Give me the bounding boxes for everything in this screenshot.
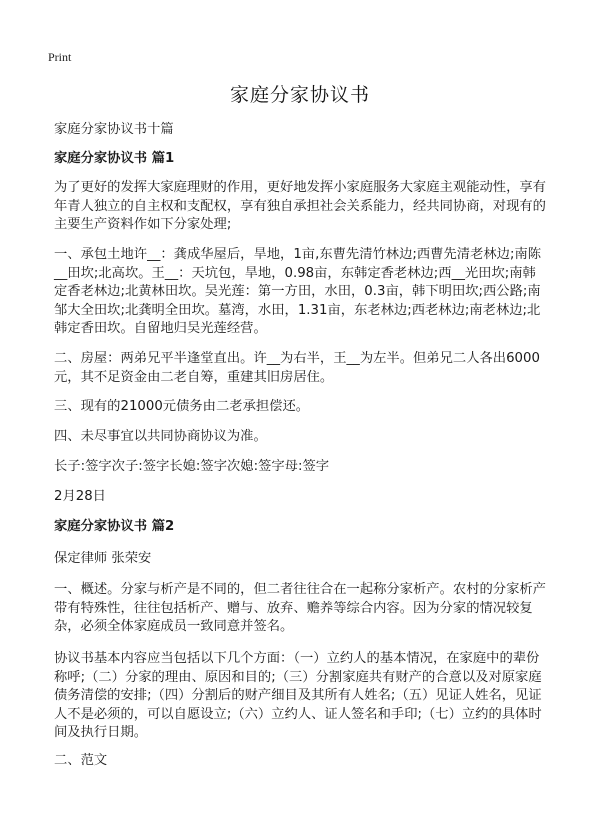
document-subtitle: 家庭分家协议书十篇 [54, 122, 174, 137]
paragraph: 三、现有的21000元债务由二老承担偿还。 [54, 399, 310, 414]
signature-line: 长子:签字次子:签字长媳:签字次媳:签字母:签字 [54, 459, 330, 474]
author-line: 保定律师 张荣安 [54, 551, 152, 566]
paragraph: 为了更好的发挥大家庭理财的作用，更好地发挥小家庭服务大家庭主观能动性，享有年青人独立的自主权和支配权，享有独自承担社会关系能力，经共同协商，对现有的主要生产资料作如下分家处理; [54, 180, 546, 232]
paragraph: 二、范文 [54, 753, 108, 768]
paragraph: 二、房屋：两弟兄平半逢堂直出。许__为右半，王__为左半。但弟兄二人各出6000元，其不足资金由二老自筹，重建其旧房居住。 [54, 351, 540, 385]
section-heading-2: 家庭分家协议书 篇2 [54, 519, 175, 534]
section-heading-1: 家庭分家协议书 篇1 [54, 151, 175, 166]
paragraph: 一、承包土地许__：龚成华屋后，旱地，1亩,东曹先清竹林边;西曹先清老林边;南陈__田坎;北高坎。王__：天坑包，旱地，0.98亩，东韩定香老林边;西__光田坎;南韩定香老林边;北黄林田坎。吴光莲：第一方田，水田，0.3亩，韩下明田坎;西公路;南邹大全田坎;北龚明全田坎。墓湾，水田，1.31亩，东老林边;西老林边;南老林边;北韩定香田坎。自留地归吴光莲经营。 [54, 247, 542, 336]
date-line: 2月28日 [54, 489, 106, 504]
paragraph: 一、概述。分家与析产是不同的，但二者往往合在一起称分家析产。农村的分家析产带有特殊性，往往包括析产、赠与、放弃、赡养等综合内容。因为分家的情况较复杂，必须全体家庭成员一致同意并签名。 [54, 582, 546, 634]
paragraph: 协议书基本内容应当包括以下几个方面：（一）立约人的基本情况，在家庭中的辈份称呼;（二）分家的理由、原因和目的;（三）分割家庭共有财产的合意以及对原家庭债务清偿的安排;（四）分割后的财产细目及其所有人姓名;（五）见证人姓名，见证人不是必须的，可以自愿设立;（六）立约人、证人签名和手印;（七）立约的具体时间及执行日期。 [54, 651, 542, 740]
print-label: Print [48, 50, 72, 64]
paragraph: 四、未尽事宜以共同协商协议为准。 [54, 429, 267, 444]
document-title: 家庭分家协议书 [229, 84, 370, 106]
